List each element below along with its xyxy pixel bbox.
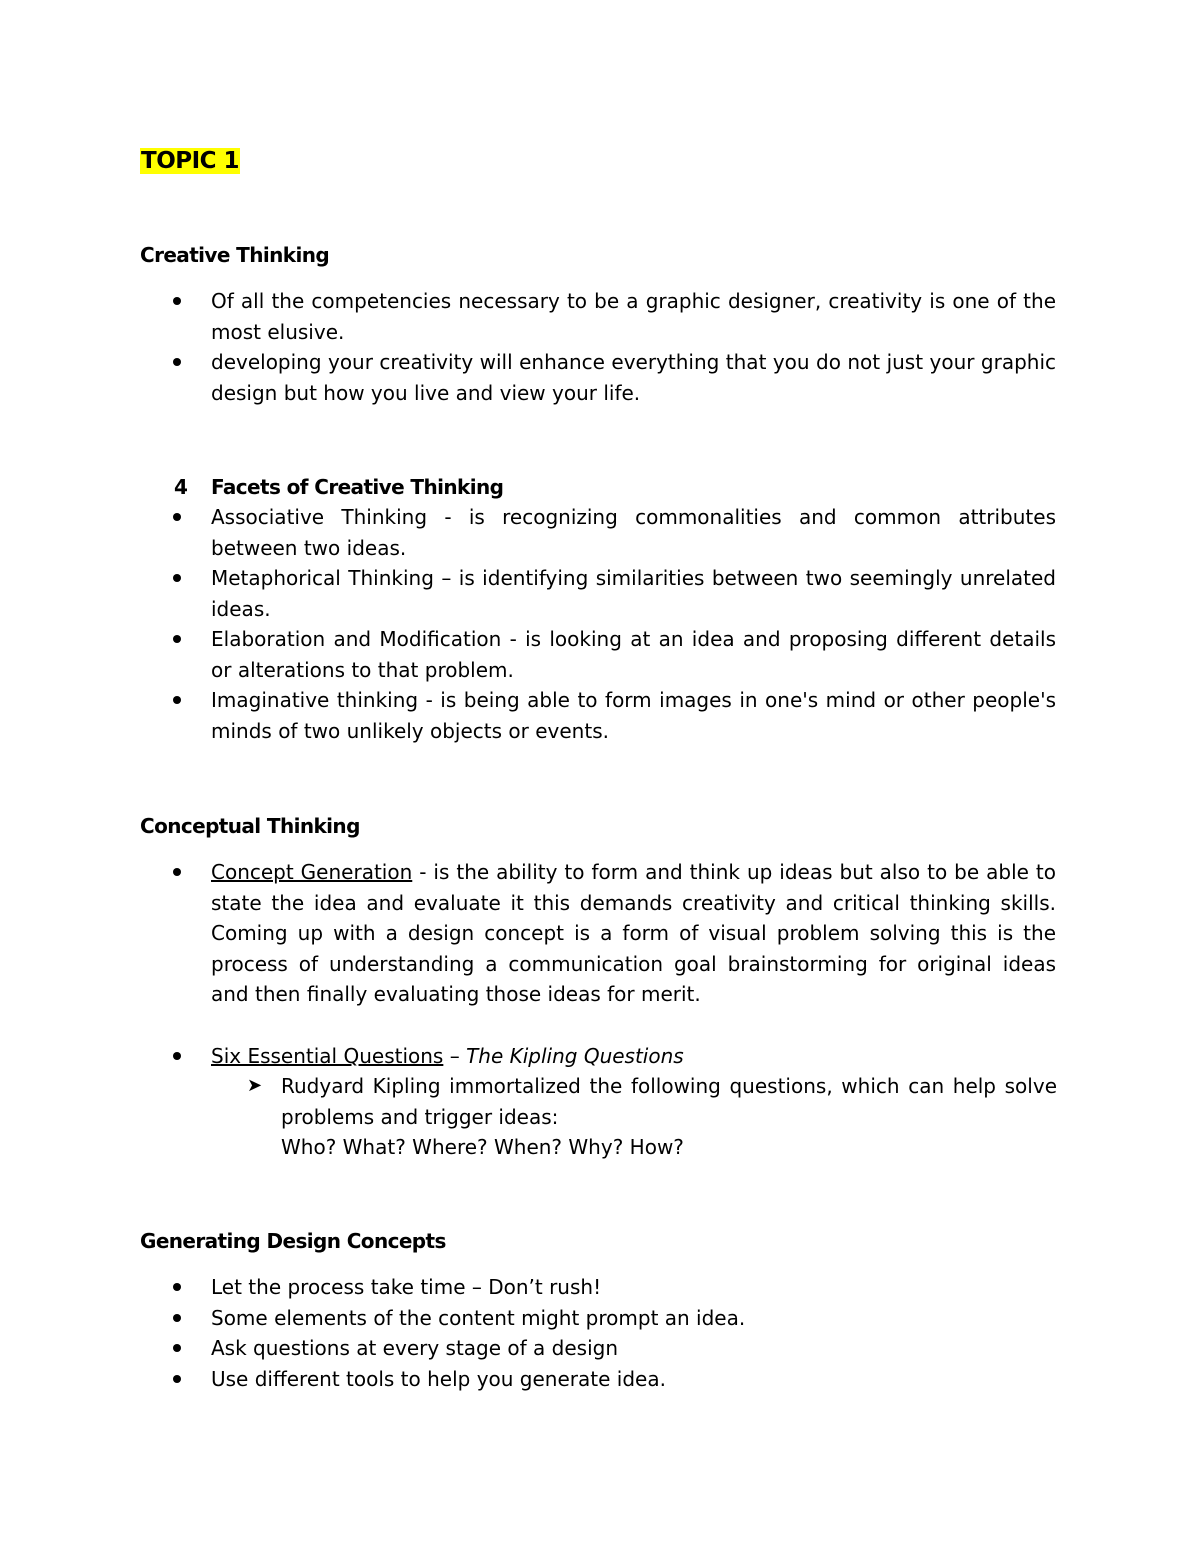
- facets-list: [170, 502, 1056, 746]
- bullet-icon: [173, 696, 181, 704]
- facets-heading: [174, 472, 503, 502]
- list-item: Imaginative thinking - is being able to form images in one's mind or other people's minds of two unlikely objects or events.: [170, 685, 1056, 746]
- topic-heading: [140, 146, 240, 176]
- concept-generation-text: - is the ability to form and think up ideas but also to be able to state the idea and evaluate it this demands creativity and critical thinking skills. Coming up with a design concept is a form of visual problem solving this is the process of understanding a communication goal brainstorming for original ideas and then finally evaluating those ideas for merit.: [211, 860, 1056, 1006]
- bullet-icon: [173, 1283, 181, 1291]
- bullet-icon: [173, 358, 181, 366]
- list-item: Some elements of the content might prompt an idea.: [170, 1303, 1056, 1334]
- kipling-questions-title: The Kipling Questions: [466, 1044, 684, 1068]
- conceptual-thinking-list: [170, 857, 1056, 1010]
- bullet-icon: [173, 1052, 181, 1060]
- six-questions-list: [170, 1041, 1056, 1072]
- facets-number: 4: [174, 475, 188, 499]
- bullet-icon: [173, 868, 181, 876]
- list-item: Let the process take time – Don’t rush!: [170, 1272, 1056, 1303]
- list-item: Ask questions at every stage of a design: [170, 1333, 1056, 1364]
- list-item: Use different tools to help you generate idea.: [170, 1364, 1056, 1395]
- list-item: Elaboration and Modification - is looking at an idea and proposing different details or alterations to that problem.: [170, 624, 1056, 685]
- list-item: Associative Thinking - is recognizing commonalities and common attributes between two ideas.: [170, 502, 1056, 563]
- kipling-subitem: [247, 1071, 1057, 1163]
- bullet-icon: [173, 513, 181, 521]
- six-questions-term: Six Essential Questions: [211, 1044, 444, 1068]
- topic-highlight: TOPIC 1: [141, 148, 240, 174]
- list-item: [170, 857, 1056, 1010]
- bullet-icon: [173, 574, 181, 582]
- six-questions-dash: –: [443, 1044, 467, 1068]
- list-item: developing your creativity will enhance everything that you do not just your graphic design but how you live and view your life.: [170, 347, 1056, 408]
- list-item: Metaphorical Thinking – is identifying similarities between two seemingly unrelated ideas.: [170, 563, 1056, 624]
- kipling-description: Rudyard Kipling immortalized the following questions, which can help solve problems and trigger ideas:: [281, 1074, 1057, 1129]
- conceptual-thinking-heading: Conceptual Thinking: [140, 814, 360, 838]
- bullet-icon: [173, 1375, 181, 1383]
- bullet-icon: [173, 635, 181, 643]
- bullet-icon: [173, 297, 181, 305]
- generating-concepts-list: [170, 1272, 1056, 1394]
- list-item: Of all the competencies necessary to be a graphic designer, creativity is one of the most elusive.: [170, 286, 1056, 347]
- concept-generation-term: Concept Generation: [211, 860, 413, 884]
- bullet-icon: [173, 1314, 181, 1322]
- creative-thinking-list: [170, 286, 1056, 408]
- list-item: [170, 1041, 1056, 1072]
- bullet-icon: [173, 1344, 181, 1352]
- facets-title: Facets of Creative Thinking: [211, 475, 504, 499]
- generating-concepts-heading: Generating Design Concepts: [140, 1229, 446, 1253]
- creative-thinking-heading: Creative Thinking: [140, 243, 330, 267]
- kipling-questions: Who? What? Where? When? Why? How?: [281, 1135, 684, 1159]
- arrow-bullet-icon: ➤: [247, 1075, 263, 1096]
